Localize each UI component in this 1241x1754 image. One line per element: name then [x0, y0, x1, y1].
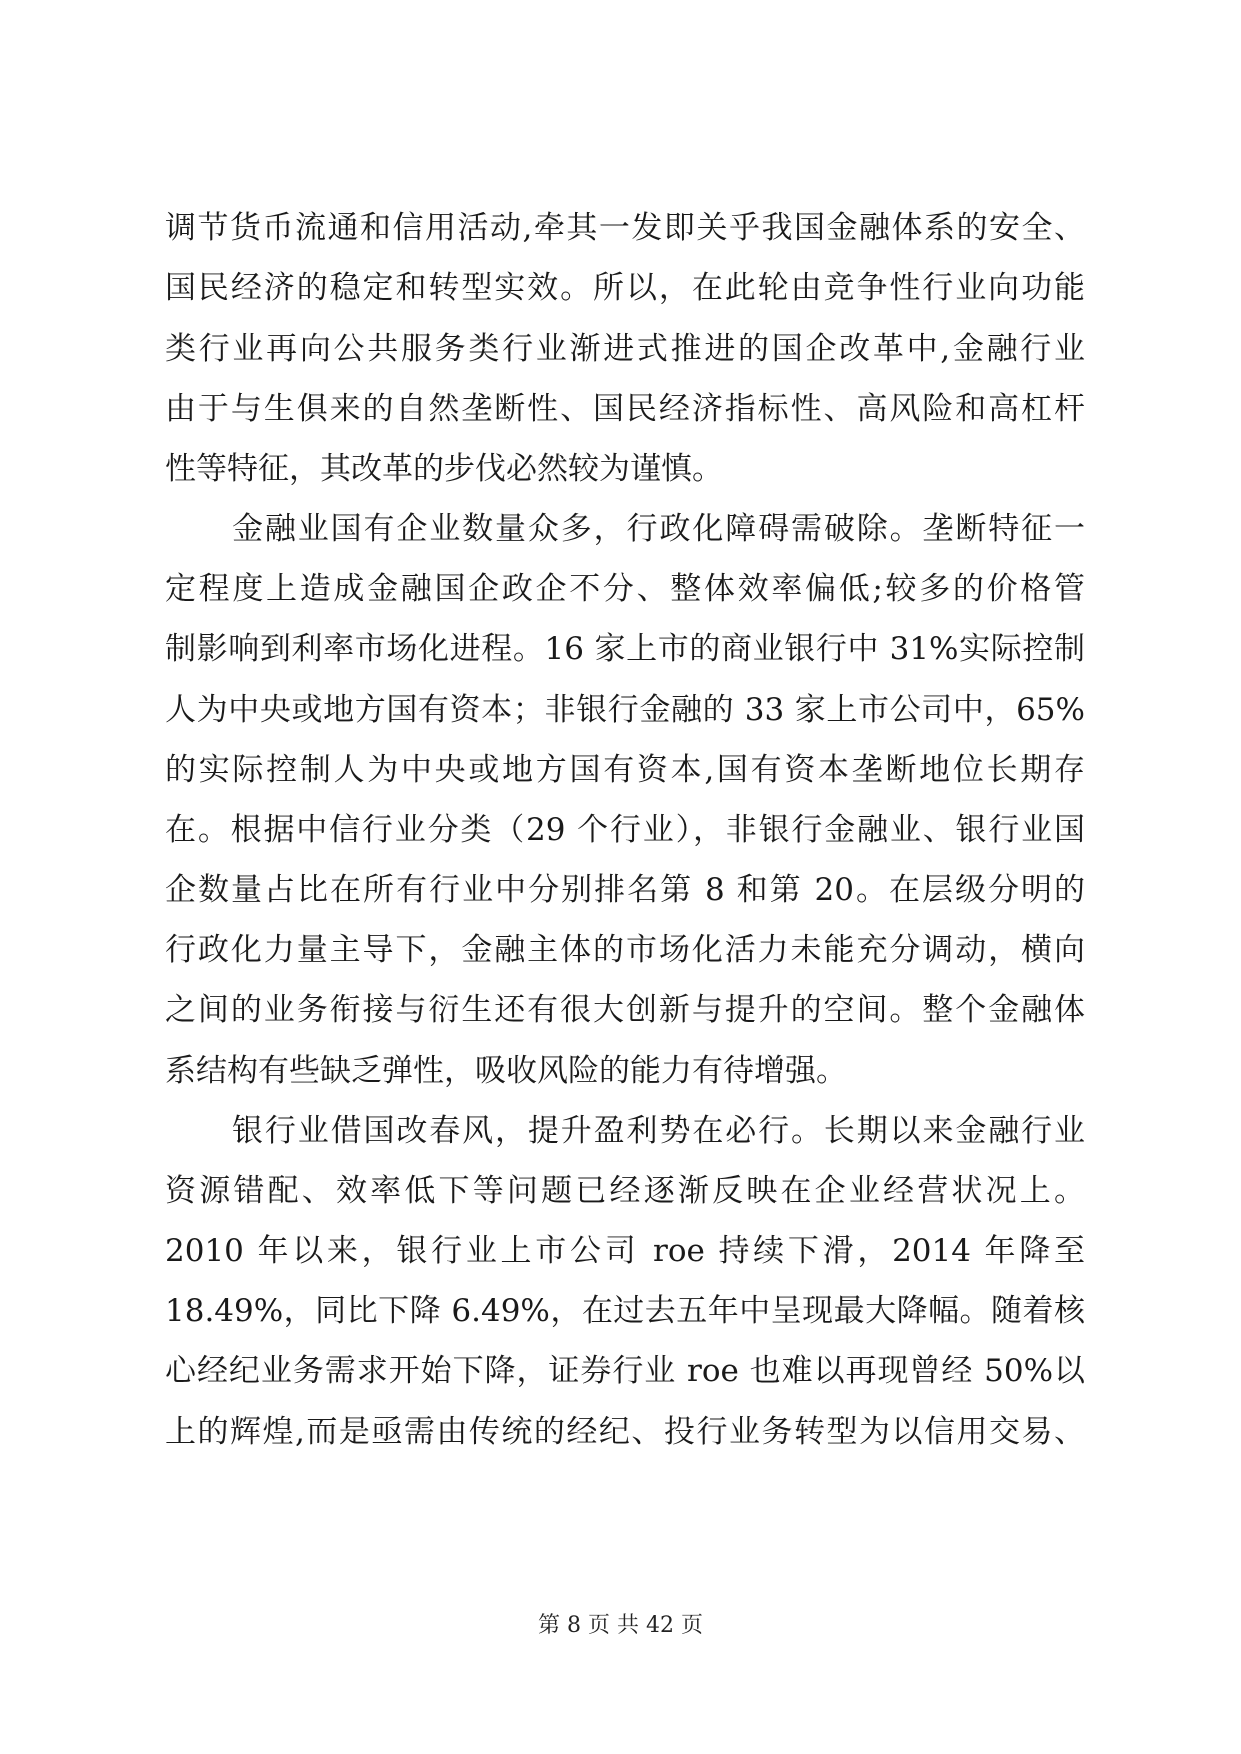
paragraph-3-line-5: 心经纪业务需求开始下降，证券行业 roe 也难以再现曾经 50%以: [165, 1353, 1085, 1389]
paragraph-2-line-1: 金融业国有企业数量众多，行政化障碍需破除。垄断特征一: [232, 511, 1085, 547]
paragraph-3-line-6: 上的辉煌,而是亟需由传统的经纪、投行业务转型为以信用交易、: [165, 1414, 1085, 1450]
paragraph-3-line-4: 18.49%，同比下降 6.49%，在过去五年中呈现最大降幅。随着核: [165, 1293, 1085, 1329]
paragraph-1-line-4: 由于与生俱来的自然垄断性、国民经济指标性、高风险和高杠杆: [165, 391, 1085, 427]
paragraph-1-line-1: 调节货币流通和信用活动,牵其一发即关乎我国金融体系的安全、: [165, 210, 1085, 246]
paragraph-1-line-2: 国民经济的稳定和转型实效。所以，在此轮由竞争性行业向功能: [165, 270, 1085, 306]
paragraph-2-line-9: 之间的业务衔接与衍生还有很大创新与提升的空间。整个金融体: [165, 992, 1085, 1028]
page-number-footer: 第 8 页 共 42 页: [538, 1613, 703, 1638]
paragraph-2-line-4: 人为中央或地方国有资本；非银行金融的 33 家上市公司中，65%: [165, 692, 1085, 728]
paragraph-2-line-5: 的实际控制人为中央或地方国有资本,国有资本垄断地位长期存: [165, 752, 1085, 788]
paragraph-2-line-7: 企数量占比在所有行业中分别排名第 8 和第 20。在层级分明的: [165, 872, 1085, 908]
paragraph-2-line-10: 系结构有些缺乏弹性，吸收风险的能力有待增强。: [165, 1053, 847, 1089]
paragraph-3-line-2: 资源错配、效率低下等问题已经逐渐反映在企业经营状况上。: [165, 1173, 1085, 1209]
paragraph-2-line-6: 在。根据中信行业分类（29 个行业），非银行金融业、银行业国: [165, 812, 1085, 848]
paragraph-2-line-8: 行政化力量主导下，金融主体的市场化活力未能充分调动，横向: [165, 932, 1085, 968]
paragraph-3-line-3: 2010 年以来，银行业上市公司 roe 持续下滑，2014 年降至: [165, 1233, 1085, 1269]
paragraph-1-line-5: 性等特征，其改革的步伐必然较为谨慎。: [165, 451, 723, 487]
paragraph-1-line-3: 类行业再向公共服务类行业渐进式推进的国企改革中,金融行业: [165, 331, 1085, 367]
paragraph-2-line-3: 制影响到利率市场化进程。16 家上市的商业银行中 31%实际控制: [165, 631, 1085, 667]
paragraph-2-line-2: 定程度上造成金融国企政企不分、整体效率偏低;较多的价格管: [165, 571, 1085, 607]
paragraph-3-line-1: 银行业借国改春风，提升盈利势在必行。长期以来金融行业: [232, 1113, 1085, 1149]
